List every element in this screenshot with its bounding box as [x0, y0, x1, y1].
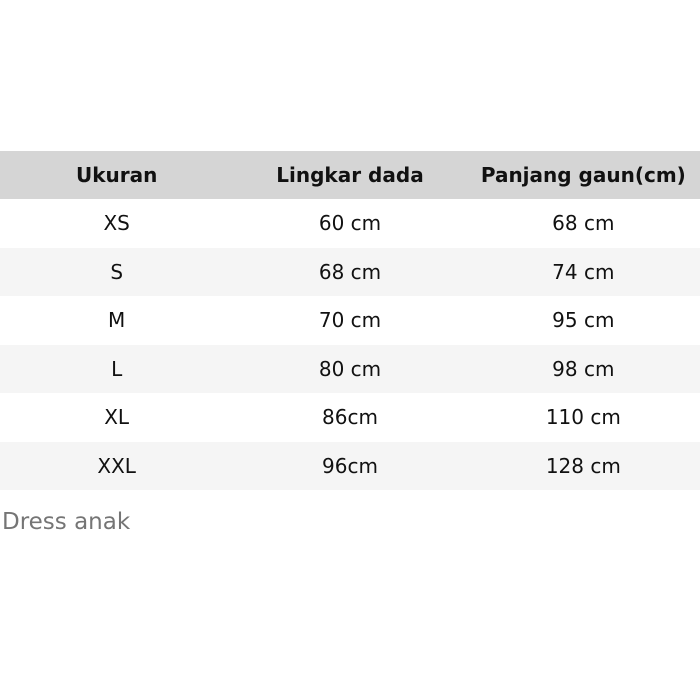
chest-cell: 60 cm	[318, 211, 382, 236]
table-row	[0, 296, 700, 345]
column-header-ukuran: Ukuran	[0, 151, 233, 199]
length-cell: 98 cm	[552, 356, 615, 381]
size-cell: XXL	[97, 453, 136, 478]
table-row	[0, 345, 700, 394]
table-row	[0, 199, 700, 248]
size-cell: L	[111, 356, 123, 381]
size-cell: S	[110, 259, 124, 284]
header-row	[0, 151, 700, 199]
length-cell: 110 cm	[545, 405, 621, 430]
product-caption: Dress anak	[2, 509, 131, 535]
size-cell: XL	[104, 405, 130, 430]
table-row	[0, 248, 700, 297]
chest-cell: 80 cm	[318, 356, 382, 381]
length-cell: 128 cm	[545, 453, 621, 478]
length-cell: 74 cm	[552, 259, 615, 284]
chest-cell: 86cm	[322, 405, 378, 430]
table-body	[0, 199, 700, 490]
table-header	[0, 151, 700, 199]
length-cell: 95 cm	[552, 308, 615, 333]
table-row	[0, 393, 700, 442]
length-cell: 68 cm	[552, 211, 615, 236]
chest-cell: 96cm	[322, 453, 378, 478]
size-cell: XS	[103, 211, 130, 236]
chest-cell: 70 cm	[318, 308, 382, 333]
column-header-panjang-gaun: Panjang gaun(cm)	[467, 151, 700, 199]
size-chart-table	[0, 151, 700, 490]
column-header-lingkar-dada: Lingkar dada	[233, 151, 466, 199]
chest-cell: 68 cm	[318, 259, 382, 284]
size-cell: M	[108, 308, 126, 333]
table-row	[0, 442, 700, 491]
